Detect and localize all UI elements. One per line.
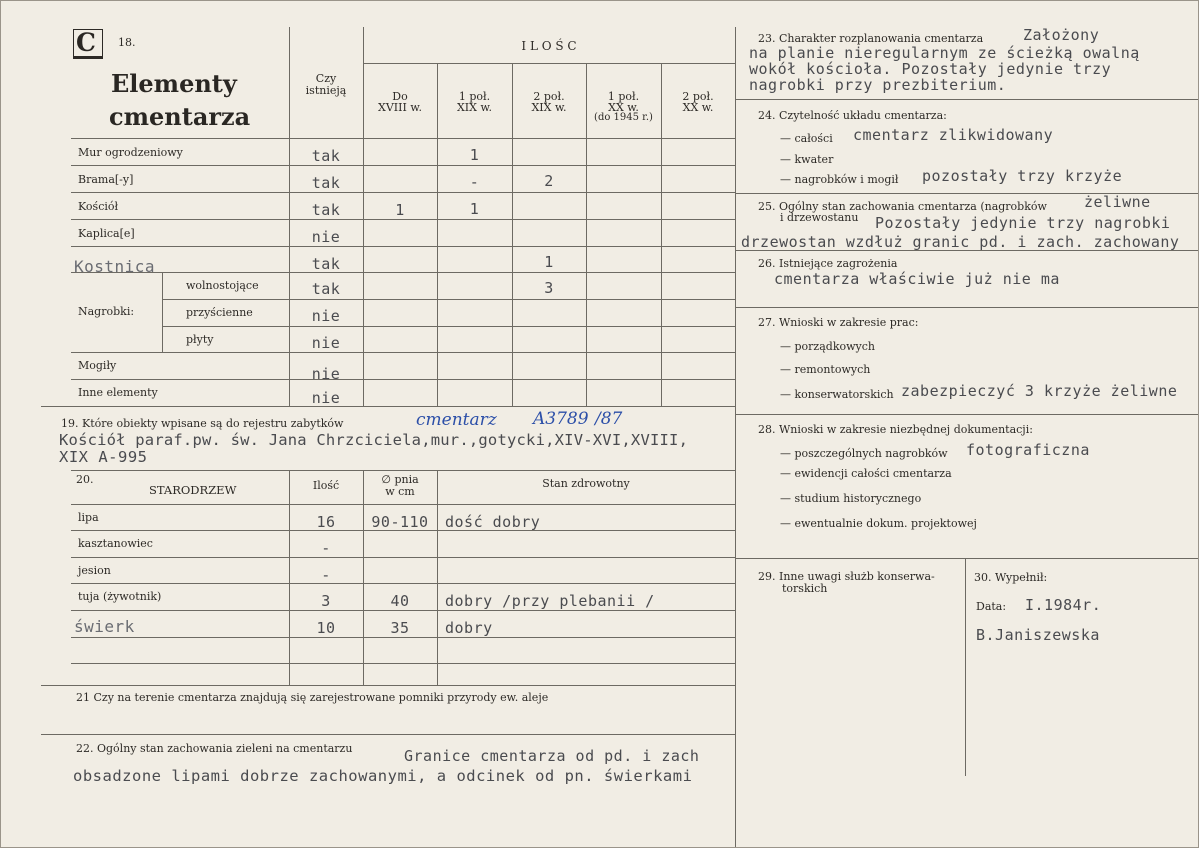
s24-label: 24. Czytelność układu cmentarza: [758,109,947,122]
element-label: Brama[-y] [78,173,134,186]
section-number: 18. [118,36,136,49]
tree-name: tuja (żywotnik) [78,590,162,603]
period-header-line2: XIX w. [531,101,567,114]
s27-item-value: zabezpieczyć 3 krzyże żeliwne [901,382,1178,400]
s29-label-1: 29. Inne uwagi służb konserwa- [758,570,935,583]
s23-text-2: na planie nieregularnym ze ścieżką owalną [749,44,1140,62]
tree-quantity: 3 [321,592,331,610]
nagrobki-count: 3 [544,279,554,297]
s25-label-1: 25. Ogólny stan zachowania cmentarza (nagrobków [758,200,1047,213]
element-exists: tak [311,147,341,165]
s20-title: STARODRZEW [149,483,237,497]
period-header-line1: Do [392,90,408,103]
period-header-line2: XIX w. [456,101,493,114]
inne-label: Inne elementy [78,386,158,399]
tree-name: lipa [78,511,99,524]
s24-item-label: — całości [780,132,833,145]
s19-label: 19. Które obiekty wpisane są do rejestru zabytków [61,417,344,430]
s20-col-ilosc: Ilość [312,479,340,492]
s20-number: 20. [76,473,94,486]
s19-handwritten: cmentarz [416,410,497,430]
tree-name: świerk [74,617,135,636]
s24-item-label: — nagrobków i mogił [780,173,899,186]
s27-label: 27. Wnioski w zakresie prac: [758,316,919,329]
element-label: Kościół [78,200,119,213]
title-line1: Elementy [111,69,237,98]
s25-text-2: drzewostan wzdłuż granic pd. i zach. zachowany [741,233,1180,251]
mogily-label: Mogiły [78,359,117,372]
czy-header-1: Czy [315,72,337,85]
czy-header-2: istnieją [305,84,347,97]
s23-text-1: Założony [1023,26,1100,44]
s19-handwritten-number: A3789 [533,409,589,429]
s28-item-value: fotograficzna [966,441,1090,459]
s24-item-label: — kwater [780,153,834,166]
s30-name: B.Janiszewska [976,626,1100,644]
element-count-period2: - [469,173,480,191]
s20-col-pnia-2: w cm [385,485,415,498]
nagrobki-sub-label: płyty [186,333,214,346]
s28-item-label: — poszczególnych nagrobków [780,447,948,460]
tree-diameter: 40 [390,592,410,610]
title-line2: cmentarza [109,102,251,131]
nagrobki-sub-label: przyścienne [186,306,253,319]
tree-diameter: 35 [390,619,410,637]
mogily-exists: nie [311,365,341,383]
s24-item-value: pozostały trzy krzyże [922,167,1123,185]
period-header-line1: 1 poł. [607,90,640,103]
nagrobki-exists: tak [311,280,341,298]
element-count-period3: 2 [544,172,554,190]
period-header-line2: XVIII w. [378,101,422,114]
s30-date-label: Data: [976,600,1007,613]
s26-text-1: cmentarza właściwie już nie ma [774,270,1060,288]
tree-state: dobry /przy plebanii / [445,592,655,610]
element-count-period2: 1 [469,146,480,164]
element-exists: tak [311,255,341,273]
s25-label-2: i drzewostanu [780,211,859,224]
s30-label: 30. Wypełnił: [974,571,1048,584]
s19-line1: Kościół paraf.pw. św. Jana Chrzciciela,mur.,gotycki,XIV-XVI,XVIII, [59,431,689,449]
period-header-line2: XX w. [682,101,714,114]
s21-label: 21 Czy na terenie cmentarza znajdują się zarejestrowane pomniki przyrody ew. aleje [76,691,549,704]
s30-date: I.1984r. [1025,596,1102,614]
section-mark-letter: C [76,28,96,57]
element-count-period3: 1 [544,253,554,271]
period-header-line1: 2 poł. [682,90,714,103]
tree-quantity: - [321,539,331,557]
s22-line2: obsadzone lipami dobrze zachowanymi, a odcinek od pn. świerkami [73,767,693,785]
s27-item-label: — porządkowych [780,340,875,353]
tree-name: jesion [78,564,111,577]
s20-col-pnia-1: ∅ pnia [381,473,419,486]
element-label: Kostnica [74,257,156,276]
s27-item-label: — konserwatorskich [780,388,894,401]
s25-text-0: żeliwne [1084,193,1151,211]
ilosc-header: I L O Ś C [521,39,577,53]
s22-line1: Granice cmentarza od pd. i zach [404,747,700,765]
s28-label: 28. Wnioski w zakresie niezbędnej dokumentacji: [758,423,1033,436]
tree-quantity: 16 [316,513,336,531]
s25-text-1: Pozostały jedynie trzy nagrobki [875,214,1171,232]
tree-state: dobry [445,619,493,637]
tree-quantity: 10 [316,619,336,637]
s20-col-stan: Stan zdrowotny [542,477,630,490]
s26-label-1: 26. Istniejące zagrożenia [758,257,898,270]
s28-item-label: — ewidencji całości cmentarza [780,467,952,480]
period-header-line1: 2 poł. [533,90,565,103]
period-header-line3: (do 1945 r.) [594,112,653,123]
element-count-period2: 1 [469,200,480,218]
element-label: Mur ogrodzeniowy [78,146,183,159]
s28-item-label: — studium historycznego [780,492,922,505]
period-header-line2: XX w. [608,101,639,114]
tree-diameter: 90-110 [371,513,429,531]
tree-quantity: - [321,566,331,584]
s23-label: 23. Charakter rozplanowania cmentarza [758,32,984,45]
s19-handwritten-year: /87 [595,409,623,429]
element-exists: tak [311,174,341,192]
s19-line2: XIX A-995 [59,448,148,466]
s22-label: 22. Ogólny stan zachowania zieleni na cmentarzu [76,742,353,755]
nagrobki-sub-label: wolnostojące [186,279,259,292]
tree-name: kasztanowiec [78,537,153,550]
inne-exists: nie [311,389,341,407]
element-exists: tak [311,201,341,219]
s28-item-label: — ewentualnie dokum. projektowej [780,517,977,530]
s23-text-4: nagrobki przy prezbiterium. [749,76,1007,94]
nagrobki-exists: nie [311,307,341,325]
element-label: Kaplica[e] [78,227,135,240]
s24-item-value: cmentarz zlikwidowany [853,126,1054,144]
element-count-period1: 1 [395,201,405,219]
period-header-line1: 1 poł. [458,90,491,103]
s23-text-3: wokół kościoła. Pozostały jedynie trzy [749,60,1112,78]
element-exists: nie [311,228,341,246]
nagrobki-label: Nagrobki: [78,305,135,318]
s29-label-2: torskich [782,582,828,595]
nagrobki-exists: nie [311,334,341,352]
tree-state: dość dobry [445,513,541,531]
s27-item-label: — remontowych [780,363,871,376]
